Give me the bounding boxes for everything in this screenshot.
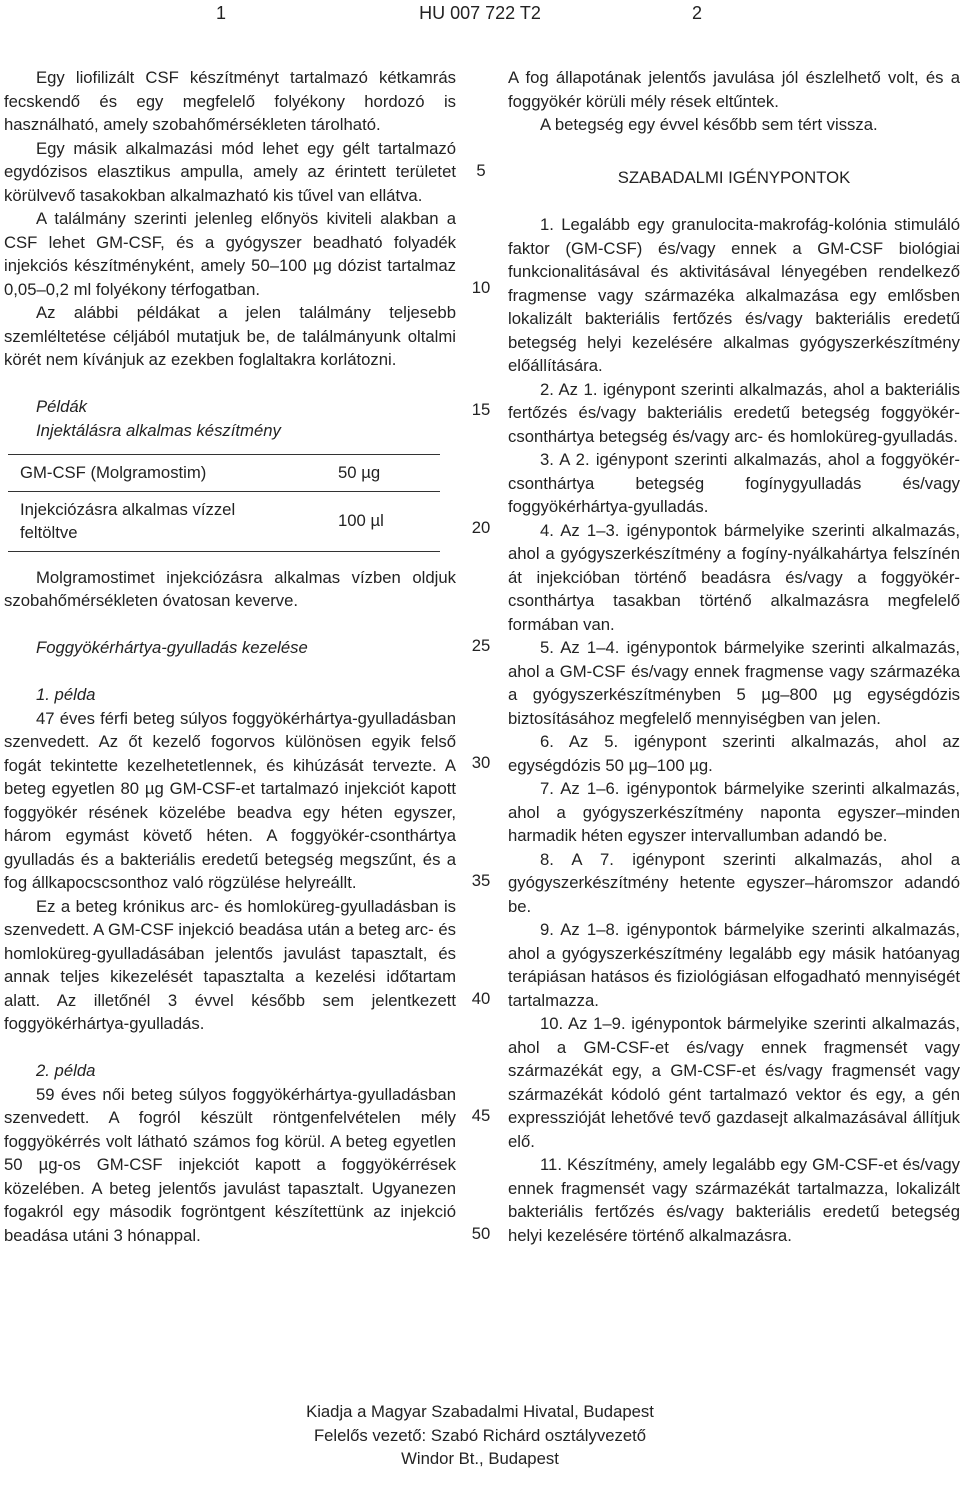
paragraph: Ez a beteg krónikus arc- és homloküreg-gyulladásban is szenvedett. A GM-CSF injekció beadása után a beteg arc- és homloküreg-gyulladásában jelentős javulást tapasztalt, és annak teljes kikezelését tapasztalta a kezelési időtartam alatt. Az illetőnél 3 évvel később sem jelentkezett foggyökérhártya-gyulladás. — [4, 896, 456, 1033]
line-number: 15 — [471, 400, 491, 419]
page-number-left: 1 — [216, 3, 227, 23]
table-cell-name: GM-CSF (Molgramostim) — [8, 455, 302, 492]
heading-treatment: Foggyökérhártya-gyulladás kezelése — [36, 638, 308, 657]
claim: 10. Az 1–9. igénypontok bármelyike szerinti alkalmazás, ahol a GM-CSF-et és/vagy ennek fragmensét vagy származékát egy, a GM-CSF-et és/vagy fragmensét vagy származékát kódoló gént tartalmazó vektor és egy, a gén expresszióját lehetővé tevő gazdasejt alkalmazásával állítjuk elő. — [508, 1014, 960, 1151]
paragraph: 59 éves női beteg súlyos foggyökérhártya-gyulladásban szenvedett. A fogról készült röntgenfelvételen mély foggyökérrés volt látható számos fog körül. A beteg egyetlen 50 µg-os GM-CSF injekciót kapott a foggyökérrések közelében. A beteg jelentős javulást tapasztalt. Ugyanezen fogakról egy második fogröntgent készítettünk az injekció beadása utáni 3 hónappal. — [4, 1084, 456, 1245]
line-number: 50 — [471, 1224, 491, 1243]
heading-examples: Példák — [36, 397, 88, 416]
paragraph: A fog állapotának jelentős javulása jól észlelhető volt, és a foggyökér körüli mély rések eltűntek. — [508, 68, 960, 111]
paragraph: A találmány szerinti jelenleg előnyös kiviteli alakban a CSF lehet GM-CSF, és a gyógyszer beadható folyadék injekciós készítményként, amely 50–100 µg dózist tartalmaz 0,05–0,2 ml folyékony térfogatban. — [4, 209, 456, 299]
heading-example-1: 1. példa — [36, 685, 96, 704]
paragraph: A betegség egy évvel később sem tért vissza. — [540, 115, 878, 134]
paragraph: 47 éves férfi beteg súlyos foggyökérhártya-gyulladásban szenvedett. Az őt kezelő fogorvos különösen egyik felső fogát tekintette kezelhetetlennek, és kihúzását tervezte. A beteg egyetlen 80 µg GM-CSF-et tartalmazó injekciót kapott foggyökér résének közelébe beadva egy héten egyszer, három egymást követő héten. A foggyökér-csonthártya gyulladás és a bakteriális eredetű betegség megszűnt, és a fog állkapocscsonthoz való rögzülése helyreállt. — [4, 708, 456, 892]
table-cell-value: 50 µg — [302, 455, 440, 492]
line-number: 35 — [471, 871, 491, 890]
claim: 1. Legalább egy granulocita-makrofág-kolónia stimuláló faktor (GM-CSF) és/vagy ennek a GM-CSF biológiai funkcionalitásával és aktivitásával lényegében rendelkező fragmense vagy származéka alkalmazása egy emlősben lokalizált bakteriális fertőzés és/vagy bakteriális eredetű betegség helyi kezelésére alkalmas gyógyszerkészítmény előállítására. — [508, 215, 960, 375]
page-number-right: 2 — [692, 3, 703, 23]
claim: 3. A 2. igénypont szerinti alkalmazás, ahol a foggyökér-csonthártya betegség fogínygyulladás és/vagy foggyökérhártya-gyulladás. — [508, 450, 960, 516]
left-column — [4, 66, 456, 1247]
line-number: 25 — [471, 636, 491, 655]
line-number: 5 — [476, 161, 486, 180]
footer-line: Windor Bt., Budapest — [401, 1449, 559, 1468]
claim: 5. Az 1–4. igénypontok bármelyike szerinti alkalmazás, ahol a GM-CSF és/vagy ennek fragmense vagy származéka a gyógyszerkészítményben 5 µg–800 µg egységdózis biztosításához megfelelő mennyiségben van jelen. — [508, 638, 960, 728]
composition-table — [8, 454, 440, 552]
imprint-footer — [0, 1400, 960, 1471]
claim: 6. Az 5. igénypont szerinti alkalmazás, ahol az egységdózis 50 µg–100 µg. — [508, 732, 960, 775]
right-column — [508, 66, 960, 1247]
line-number: 20 — [471, 518, 491, 537]
claim: 9. Az 1–8. igénypontok bármelyike szerinti alkalmazás, ahol a gyógyszerkészítmény legalább egy másik hatóanyag terápiásan hatásos és fiziológiásan elfogadható mennyiségét tartalmazza. — [508, 920, 960, 1010]
line-number: 30 — [471, 753, 491, 772]
table-cell-value: 100 µl — [302, 491, 440, 551]
table-row — [8, 455, 440, 492]
claim: 8. A 7. igénypont szerinti alkalmazás, ahol a gyógyszerkészítmény hetente egyszer–háromszor adandó be. — [508, 849, 960, 916]
paragraph: Molgramostimet injekciózásra alkalmas vízben oldjuk szobahőmérsékleten óvatosan keverve. — [4, 567, 456, 610]
table-row — [8, 491, 440, 551]
line-number: 10 — [471, 278, 491, 297]
paragraph: Egy másik alkalmazási mód lehet egy gélt tartalmazó egydózisos elasztikus ampulla, amely az érintett területet körülvevő tasakokban alkalmazható kis tűvel van ellátva. — [4, 138, 456, 205]
table-cell-name: Injekciózásra alkalmas vízzel feltöltve — [8, 491, 302, 551]
document-id: HU 007 722 T2 — [419, 3, 541, 23]
claim: 2. Az 1. igénypont szerinti alkalmazás, ahol a bakteriális fertőzés és/vagy bakteriális eredetű betegség foggyökér-csonthártya betegség és/vagy arc- és homloküreg-gyulladás. — [508, 379, 960, 446]
claim: 11. Készítmény, amely legalább egy GM-CSF-et és/vagy ennek fragmensét vagy származékát tartalmazza, lokalizált bakteriális fertőzés és/vagy bakteriális eredetű betegség helyi kezelésére történő alkalmazásra. — [508, 1155, 960, 1245]
claim: 7. Az 1–6. igénypontok bármelyike szerinti alkalmazás, ahol a gyógyszerkészítmény naponta egyszer–minden harmadik héten egyszer intervallumban adandó be. — [508, 779, 960, 845]
claim: 4. Az 1–3. igénypontok bármelyike szerinti alkalmazás, ahol a gyógyszerkészítmény a fogíny-nyálkahártya felszínén át injekcióban történő beadásra és/vagy a foggyökér-csonthártya tasakban történő alkalmazásra megfelelő formában van. — [508, 520, 960, 634]
line-number: 45 — [471, 1106, 491, 1125]
footer-line: Felelős vezető: Szabó Richárd osztályvezető — [313, 1425, 647, 1445]
paragraph: Az alábbi példákat a jelen találmány teljesebb szemléltetése céljából mutatjuk be, de találmányunk oltalmi körét nem kívánjuk az ezekben foglaltakra korlátozni. — [4, 303, 456, 369]
heading-example-2: 2. példa — [36, 1061, 96, 1080]
footer-line: Kiadja a Magyar Szabadalmi Hivatal, Budapest — [306, 1402, 654, 1421]
heading-claims: SZABADALMI IGÉNYPONTOK — [617, 168, 851, 187]
heading-injectable: Injektálásra alkalmas készítmény — [36, 420, 281, 440]
paragraph: Egy liofilizált CSF készítményt tartalmazó kétkamrás fecskendő és egy megfelelő folyékony hordozó is használható, amely szobahőmérsékleten tárolható. — [4, 68, 456, 134]
line-number: 40 — [471, 989, 491, 1008]
